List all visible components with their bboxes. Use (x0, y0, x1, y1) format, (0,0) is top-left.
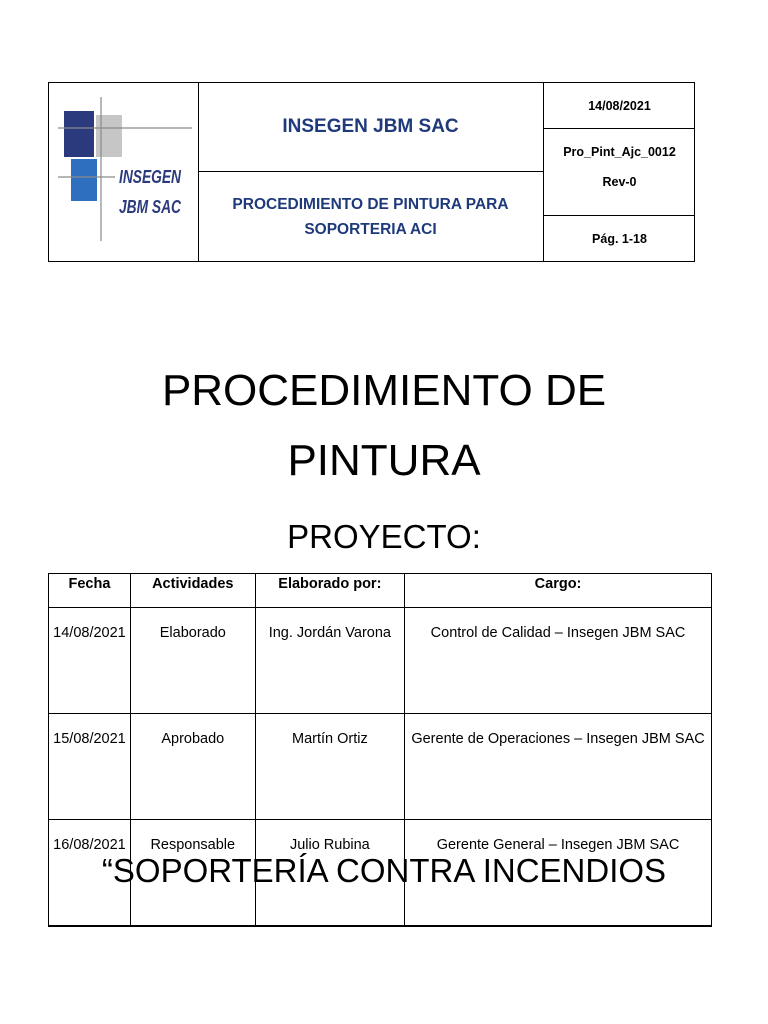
document-date: 14/08/2021 (544, 83, 695, 129)
header-cargo: Cargo: (405, 574, 712, 608)
page-number: Pág. 1-18 (592, 231, 647, 246)
logo-text-line2: JBM SAC (119, 197, 182, 217)
header-fecha: Fecha (49, 574, 131, 608)
table-row (49, 714, 712, 820)
cell-cargo: Control de Calidad – Insegen JBM SAC (405, 608, 712, 714)
procedure-title (198, 172, 543, 261)
bottom-title: “SOPORTERÍA CONTRA INCENDIOS (101, 852, 667, 889)
table-header-row (49, 574, 712, 608)
cell-fecha: 14/08/2021 (49, 608, 131, 714)
cell-fecha: 16/08/2021 (49, 820, 131, 927)
header-actividades: Actividades (130, 574, 255, 608)
logo-dark-square (64, 111, 94, 157)
logo-cell (49, 83, 199, 261)
logo-blue-square (71, 159, 97, 201)
cell-elaborado: Ing. Jordán Varona (255, 608, 404, 714)
cell-elaborado: Martín Ortiz (255, 714, 404, 820)
header-right (544, 83, 695, 261)
cell-actividad: Aprobado (130, 714, 255, 820)
procedure-title-text: PROCEDIMIENTO DE PINTURA PARA SOPORTERIA ACI (232, 195, 509, 238)
main-title (0, 356, 768, 496)
cell-cargo: Gerente General – Insegen JBM SAC (405, 820, 712, 927)
document-code: Pro_Pint_Ajc_0012 (563, 145, 676, 159)
logo-text-line1: INSEGEN (119, 167, 182, 187)
table-row (49, 608, 712, 714)
document-revision: Rev-0 (602, 175, 637, 189)
cell-elaborado: Julio Rubina (255, 820, 404, 927)
cell-actividad: Elaborado (130, 608, 255, 714)
document-code-cell (544, 129, 695, 216)
project-label: PROYECTO: (287, 518, 481, 555)
cell-cargo: Gerente de Operaciones – Insegen JBM SAC (405, 714, 712, 820)
document-header (48, 82, 695, 262)
cell-actividad: Responsable (130, 820, 255, 927)
main-title-line2: PINTURA (287, 436, 481, 485)
company-logo (49, 83, 198, 261)
cell-fecha: 15/08/2021 (49, 714, 131, 820)
company-name: INSEGEN JBM SAC (198, 83, 543, 172)
logo-gray-square (96, 115, 122, 157)
header-middle (198, 83, 544, 261)
header-elaborado-por: Elaborado por: (255, 574, 404, 608)
main-title-line1: PROCEDIMIENTO DE (161, 366, 607, 415)
